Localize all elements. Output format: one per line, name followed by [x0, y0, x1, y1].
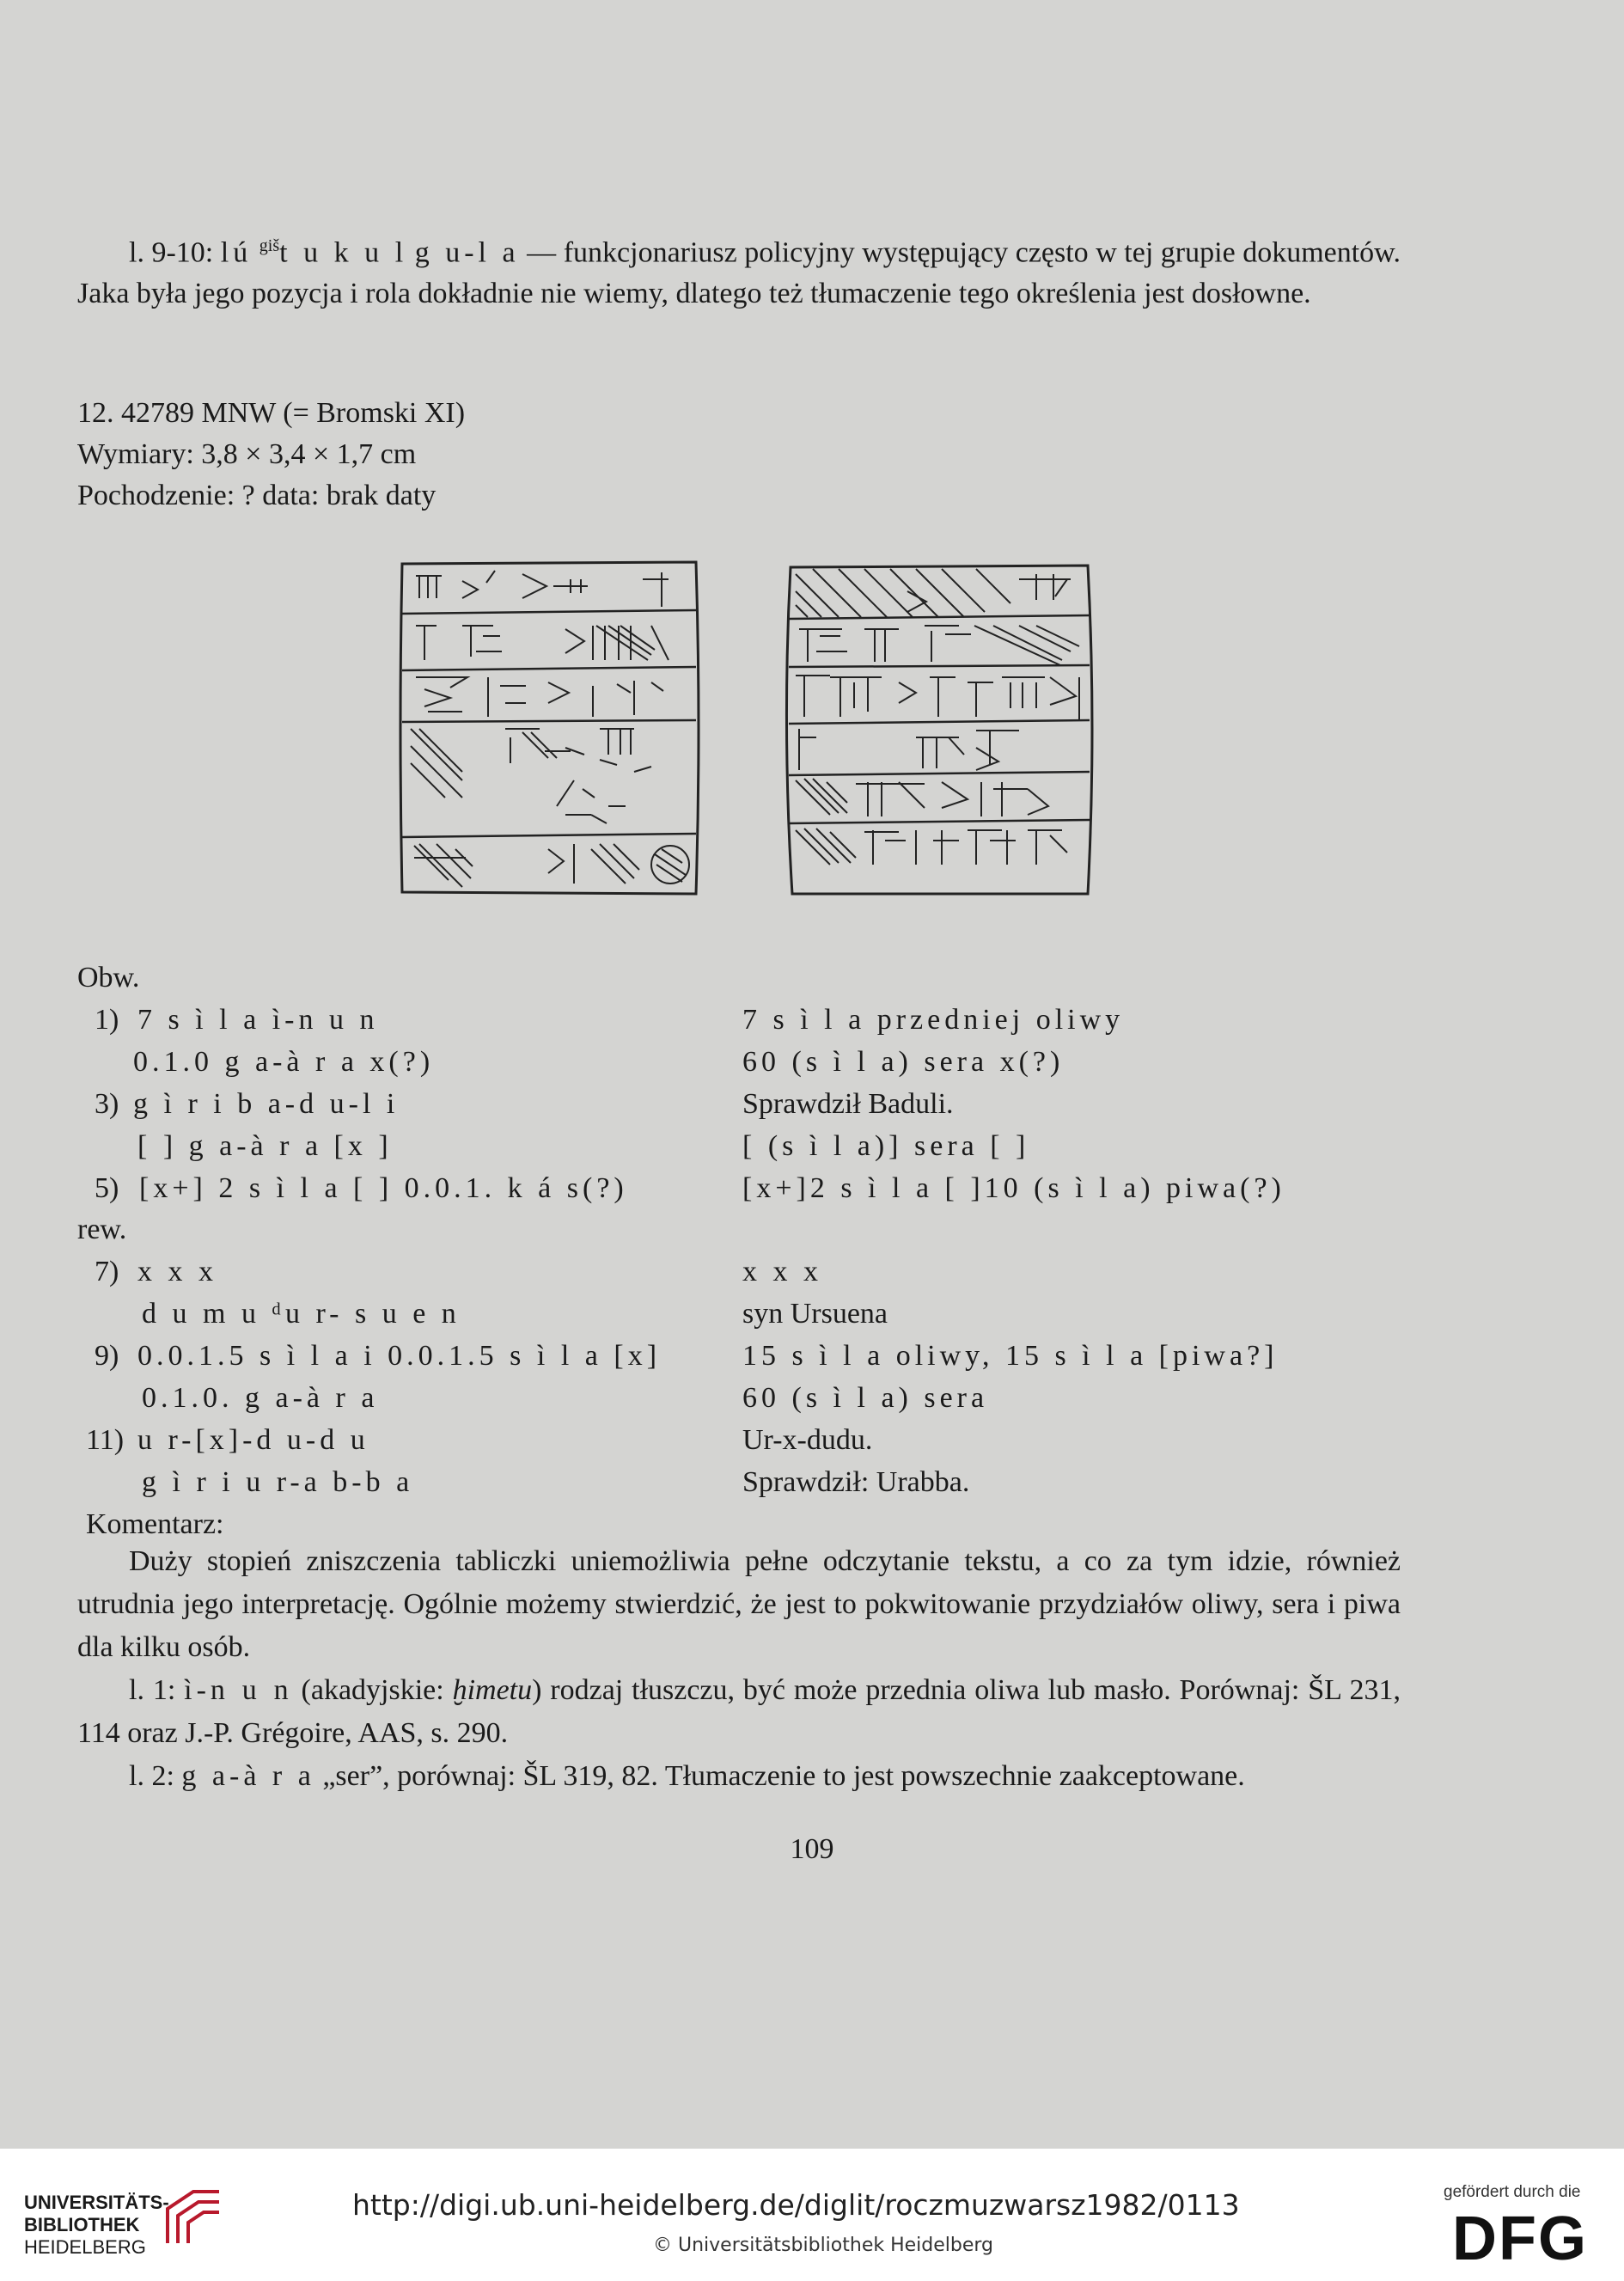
dfg-logo: DFG — [1452, 2205, 1588, 2273]
translation-cell: Ur-x-dudu. — [742, 1424, 873, 1456]
translation-cell: 60 (s ì l a) sera x(?) — [742, 1046, 1065, 1078]
intro-paragraph — [77, 225, 1401, 315]
term-gula: g u-l a — [414, 236, 520, 269]
translation-cell: Sprawdził: Urabba. — [742, 1466, 970, 1498]
tablet-origin: Pochodzenie: ? data: brak daty — [77, 480, 437, 511]
line-ref: l. 1: — [129, 1674, 185, 1706]
table-row — [0, 1126, 1624, 1167]
commentary-paragraph — [77, 1755, 1401, 1798]
commentary-text: „ser”, porównaj: ŠL 319, 82. Tłumaczenie to jest powszechnie zaakceptowane. — [314, 1760, 1245, 1792]
translation-cell: Sprawdził Baduli. — [742, 1088, 954, 1120]
library-line: HEIDELBERG — [24, 2236, 146, 2258]
table-row — [0, 1168, 1624, 1209]
translation-cell: 15 s ì l a oliwy, 15 s ì l a [piwa?] — [742, 1340, 1279, 1372]
transliteration-cell: g ì r i b a-d u-l i — [133, 1088, 400, 1120]
commentary-label: Komentarz: — [86, 1508, 224, 1540]
translation-cell: 7 s ì l a przedniej oliwy — [742, 1004, 1125, 1036]
line-ref: l. 2: — [129, 1760, 182, 1792]
table-row — [0, 1462, 1624, 1503]
commentary-text: ) rodzaj tłuszczu, być może przednia oliwa lub masło. Porównaj: ŠL 231, 114 oraz J.-P. Grégoire, AAS, s. 290. — [77, 1674, 1401, 1749]
transliteration-cell: g ì r i u r-a b-b a — [142, 1466, 414, 1498]
library-line: UNIVERSITÄTS- — [24, 2192, 169, 2213]
table-row — [0, 1084, 1624, 1125]
term-tukul: t u k u l — [279, 236, 408, 269]
funded-by: gefördert durch die — [1444, 2183, 1581, 2201]
library-name — [24, 2192, 169, 2259]
reverse-label: rew. — [77, 1214, 127, 1245]
intro-text: — funkcjonariusz policyjny występujący często w tej grupie dokumentów. Jaka była jego pozycja i rola dokładnie nie wiemy, dlatego też tłumaczenie tego określenia jest dosłowne. — [77, 236, 1401, 310]
permalink[interactable]: http://digi.ub.uni-heidelberg.de/diglit/roczmuzwarsz1982/0113 — [352, 2188, 1240, 2222]
line-number: 5) — [95, 1172, 119, 1204]
commentary-paragraph — [77, 1669, 1401, 1755]
line-number: 1) — [95, 1004, 119, 1036]
library-logo-icon — [159, 2183, 228, 2252]
tablet-dimensions: Wymiary: 3,8 × 3,4 × 1,7 cm — [77, 438, 417, 470]
translation-cell: syn Ursuena — [742, 1298, 888, 1330]
line-ref: l. 9-10: — [129, 236, 221, 269]
transliteration-cell: 0.0.1.5 s ì l a i 0.0.1.5 s ì l a [x] — [137, 1340, 662, 1372]
table-row — [0, 1000, 1624, 1041]
table-row — [0, 1293, 1624, 1335]
obverse-label: Obw. — [77, 962, 140, 994]
footer-bar — [0, 2149, 1624, 2281]
transliteration-cell: 7 s ì l a ì-n u n — [137, 1004, 379, 1036]
term-lu: lú — [220, 236, 253, 269]
table-row — [0, 1251, 1624, 1293]
line-number: 11) — [86, 1424, 125, 1456]
akkadian-term: ḫimetu — [452, 1674, 533, 1706]
page-number: 109 — [790, 1833, 834, 1865]
transliteration-cell: x x x — [137, 1256, 217, 1287]
table-row — [0, 1378, 1624, 1419]
determinative-gis: giš — [259, 236, 280, 255]
term: ì-n u n — [184, 1674, 293, 1706]
library-line: BIBLIOTHEK — [24, 2214, 140, 2235]
commentary-text: (akadyjskie: — [292, 1674, 453, 1706]
line-number: 3) — [95, 1088, 119, 1120]
tablet-metadata — [77, 393, 465, 517]
term: g a-à r a — [181, 1760, 315, 1792]
commentary-paragraph: Duży stopień zniszczenia tabliczki uniemożliwia pełne odczytanie tekstu, a co za tym idzie, również utrudnia jego interpretację. Ogólnie możemy stwierdzić, że jest to pokwitowanie przydziałów oliwy, sera i piwa dla kilku osób. — [77, 1545, 1401, 1663]
commentary — [77, 1540, 1401, 1798]
tablet-reverse-drawing — [778, 557, 1100, 899]
tablet-number: 12. 42789 MNW (= Bromski XI) — [77, 397, 466, 429]
transliteration-cell: 0.1.0 g a-à r a x(?) — [133, 1046, 435, 1078]
transliteration-cell: 0.1.0. g a-à r a — [142, 1382, 379, 1414]
translation-cell: [x+]2 s ì l a [ ]10 (s ì l a) piwa(?) — [742, 1172, 1285, 1204]
translation-cell: 60 (s ì l a) sera — [742, 1382, 989, 1414]
transliteration-cell: d u m u ᵈu r- s u e n — [142, 1298, 461, 1330]
line-number: 7) — [95, 1256, 119, 1287]
transliteration-cell: [x+] 2 s ì l a [ ] 0.0.1. k á s(?) — [139, 1172, 628, 1204]
table-row — [0, 1336, 1624, 1377]
translation-cell: [ (s ì l a)] sera [ ] — [742, 1130, 1030, 1162]
copyright: © Universitätsbibliothek Heidelberg — [653, 2235, 994, 2256]
translation-cell: x x x — [742, 1256, 822, 1287]
table-row — [0, 1042, 1624, 1083]
line-number: 9) — [95, 1340, 119, 1372]
transliteration-cell: u r-[x]-d u-d u — [137, 1424, 369, 1456]
transliteration-cell: [ ] g a-à r a [x ] — [137, 1130, 393, 1162]
tablet-obverse-drawing — [394, 557, 705, 899]
table-row — [0, 1420, 1624, 1461]
